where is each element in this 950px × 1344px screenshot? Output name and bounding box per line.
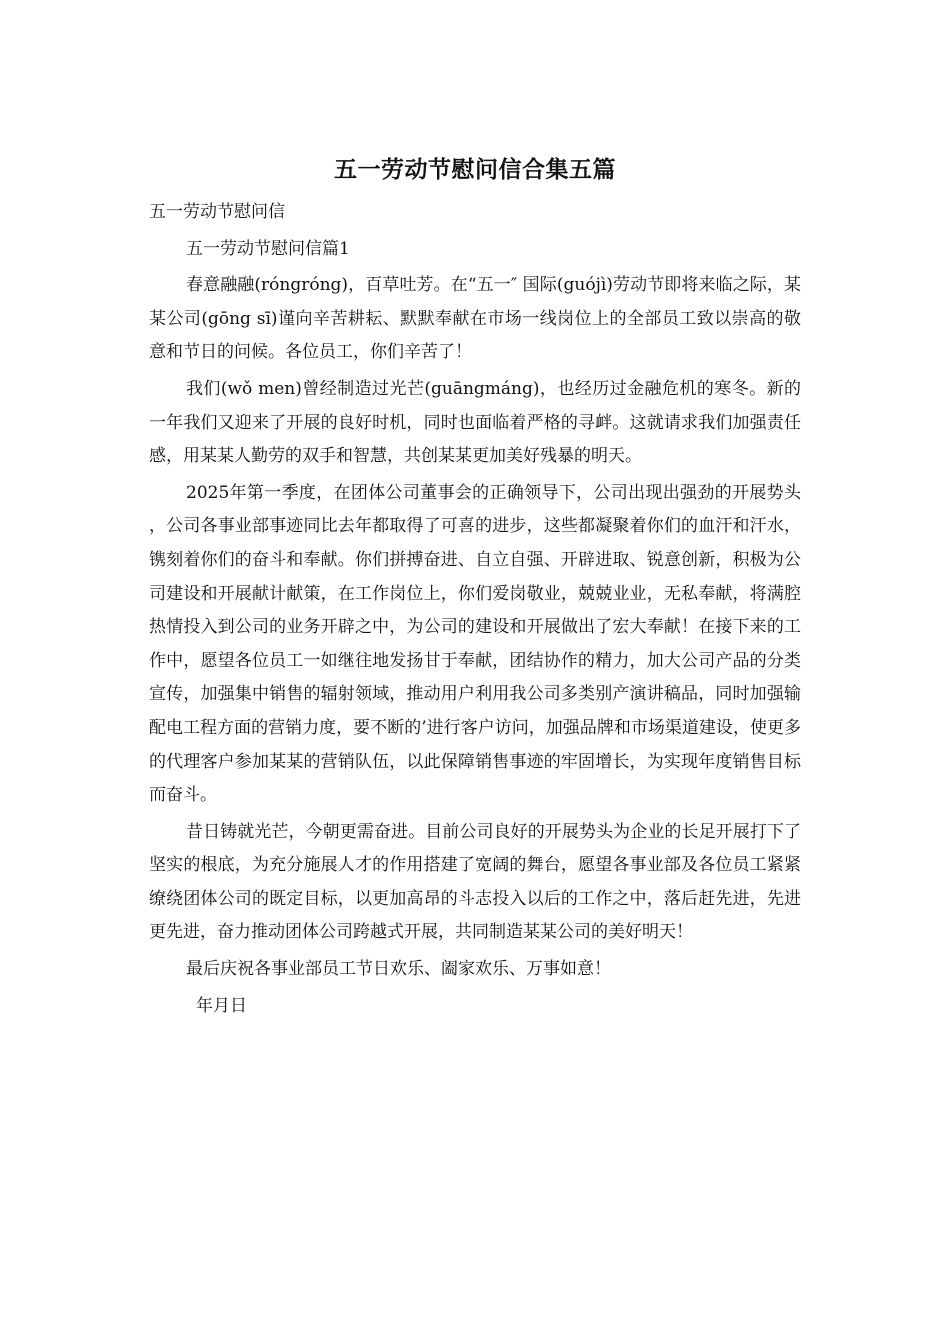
section-heading: 五一劳动节慰问信 <box>149 202 285 222</box>
paragraph-4: 昔日铸就光芒，今朝更需奋进。目前公司良好的开展势头为企业的长足开展打下了坚实的根底，为充分施展人才的作用搭建了宽阔的舞台，愿望各事业部及各位员工紧紧缭绕团体公司的既定目标，以更加高昂的斗志投入以后的工作之中，落后赶先进，先进更先进，奋力推动团体公司跨越式开展，共同制造某某公司的美好明天！ <box>149 821 801 943</box>
article-heading: 五一劳动节慰问信篇1 <box>186 238 350 259</box>
paragraph-5: 最后庆祝各事业部员工节日欢乐、阖家欢乐、万事如意！ <box>186 959 611 980</box>
document-body <box>149 196 801 1023</box>
date-line: 年月日 <box>196 995 247 1016</box>
document-title: 五一劳动节慰问信合集五篇 <box>334 157 616 183</box>
paragraph-1: 春意融融(róngróng)，百草吐芳。在“五一″ 国际(guójì)劳动节即将来临之际，某某公司(gōng sī)谨向辛苦耕耘、默默奉献在市场一线岗位上的全部员工致以崇高的敬意和节日的问候。各位员工，你们辛苦了！ <box>149 275 801 363</box>
paragraph-3: 2025年第一季度，在团体公司董事会的正确领导下，公司出现出强劲的开展势头，公司各事业部事迹同比去年都取得了可喜的进步，这些都凝聚着你们的血汗和汗水，镌刻着你们的奋斗和奉献。你们拼搏奋进、自立自强、开辟进取、锐意创新，积极为公司建设和开展献计献策，在工作岗位上，你们爱岗敬业，兢兢业业，无私奉献，将满腔热情投入到公司的业务开辟之中，为公司的建设和开展做出了宏大奉献！在接下来的工作中，愿望各位员工一如继往地发扬甘于奉献，团结协作的精力，加大公司产品的分类宣传，加强集中销售的辐射领域，推动用户利用我公司多类别产演讲稿品，同时加强输配电工程方面的营销力度，要不断的’进行客户访问，加强品牌和市场渠道建设，使更多的代理客户参加某某的营销队伍，以此保障销售事迹的牢固增长，为实现年度销售目标而奋斗。 <box>149 482 801 806</box>
paragraph-2: 我们(wǒ men)曾经制造过光芒(guāngmáng)，也经历过金融危机的寒冬。新的一年我们又迎来了开展的良好时机，同时也面临着严格的寻衅。这就请求我们加强责任感，用某某人勤劳的双手和智慧，共创某某更加美好残暴的明天。 <box>149 378 801 467</box>
